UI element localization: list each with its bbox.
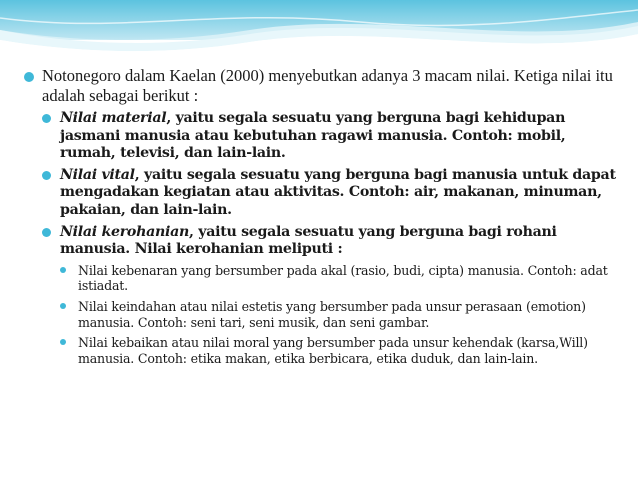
item-term: Nilai vital bbox=[60, 166, 135, 183]
item-term: Nilai material bbox=[60, 110, 167, 126]
bullet-icon bbox=[60, 267, 66, 273]
intro-paragraph bbox=[24, 66, 624, 106]
item-text: , yaitu segala sesuatu yang berguna bagi kehidupan jasmani manusia atau kebutuhan ragawi manusia. Contoh: mobil, rumah, televisi, dan lain-lain. bbox=[60, 110, 566, 162]
header-wave-decoration bbox=[0, 0, 638, 62]
list-item-kerohanian bbox=[24, 224, 624, 259]
sub-item-text: Nilai keindahan atau nilai estetis yang bersumber pada unsur perasaan (emotion) manusia. Contoh: seni tari, seni musik, dan seni gambar. bbox=[78, 298, 586, 330]
sub-item-kebenaran bbox=[24, 263, 624, 294]
bullet-icon bbox=[24, 72, 34, 82]
slide-content bbox=[24, 66, 624, 371]
bullet-icon bbox=[42, 228, 51, 237]
item-text: , yaitu segala sesuatu yang berguna bagi manusia untuk dapat mengadakan kegiatan atau aktivitas. Contoh: air, makanan, minuman, pakaian, dan lain-lain. bbox=[60, 166, 616, 218]
item-text: , yaitu segala sesuatu yang berguna bagi rohani manusia. Nilai kerohanian meliputi : bbox=[60, 223, 557, 258]
intro-text: Notonegoro dalam Kaelan (2000) menyebutkan adanya 3 macam nilai. Ketiga nilai itu adalah sebagai berikut : bbox=[42, 66, 613, 105]
sub-item-text: Nilai kebaikan atau nilai moral yang bersumber pada unsur kehendak (karsa,Will) manusia. Contoh: etika makan, etika berbicara, etika duduk, dan lain-lain. bbox=[78, 335, 588, 366]
list-item-vital bbox=[24, 167, 624, 220]
item-term: Nilai kerohanian bbox=[60, 223, 189, 240]
sub-item-kebaikan bbox=[24, 335, 624, 366]
sub-item-keindahan bbox=[24, 299, 624, 330]
sub-item-text: Nilai kebenaran yang bersumber pada akal (rasio, budi, cipta) manusia. Contoh: adat istiadat. bbox=[78, 262, 608, 294]
bullet-icon bbox=[42, 114, 51, 123]
bullet-icon bbox=[60, 339, 66, 345]
list-item-material bbox=[24, 110, 624, 163]
bullet-icon bbox=[42, 171, 51, 180]
bullet-icon bbox=[60, 303, 66, 309]
